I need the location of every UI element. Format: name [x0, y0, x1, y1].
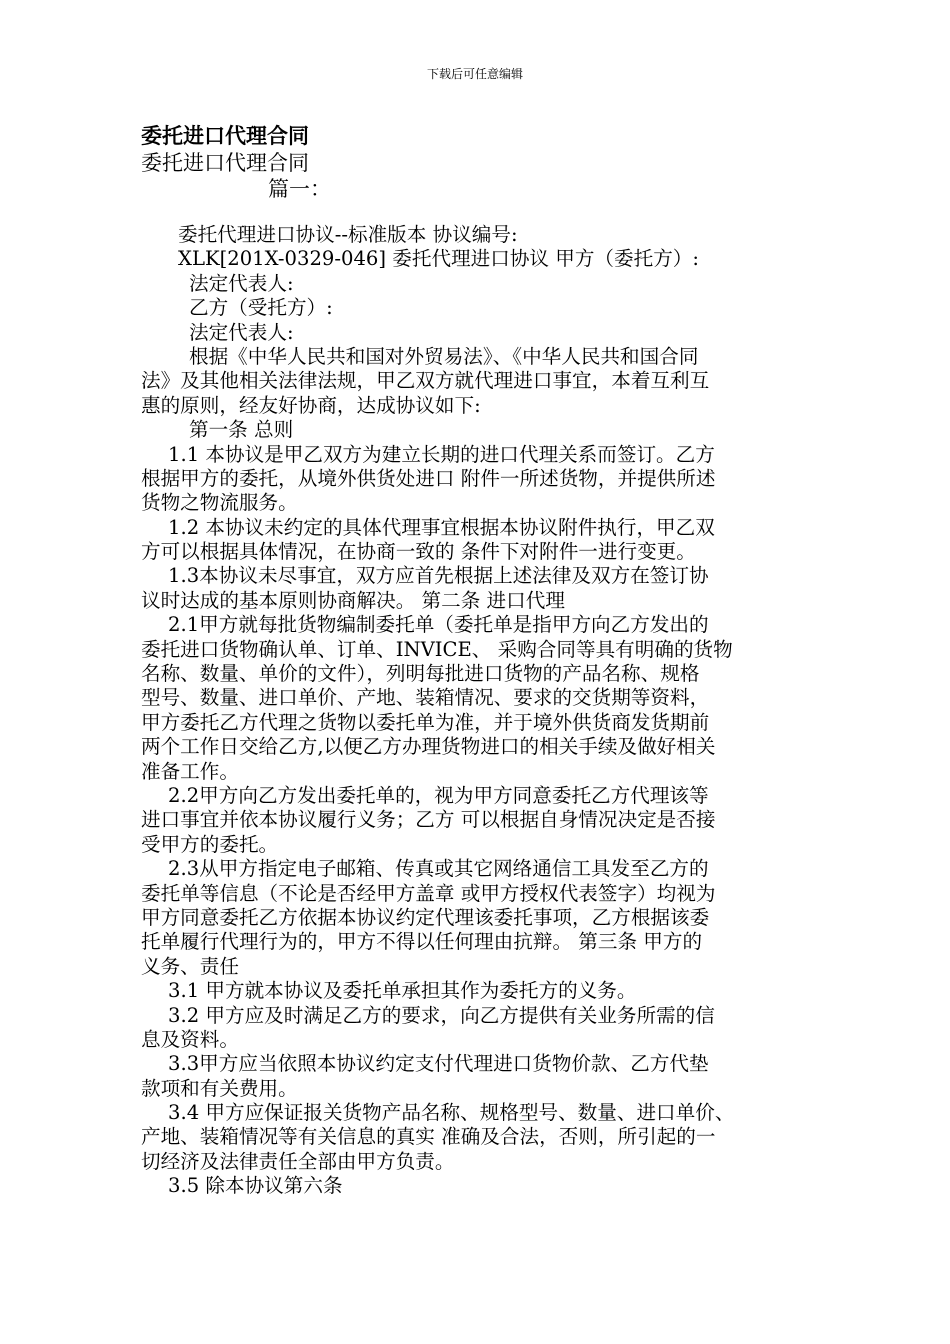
body-line: 法》及其他相关法律法规，甲乙双方就代理进口事宜，本着互利互: [141, 369, 710, 393]
body-line: 款项和有关费用。: [141, 1076, 298, 1100]
body-line: 惠的原则，经友好协商，达成协议如下:: [141, 393, 481, 417]
body-line: 1.3本协议未尽事宜，双方应首先根据上述法律及双方在签订协: [168, 564, 709, 588]
body-line: 切经济及法律责任全部由甲方负责。: [141, 1149, 455, 1173]
body-line: 委托单等信息（不论是否经甲方盖章 或甲方授权代表签字）均视为: [141, 881, 716, 905]
body-line: 委托代理进口协议--标准版本 协议编号:: [178, 223, 518, 246]
body-line: 议时达成的基本原则协商解决。 第二条 进口代理: [141, 588, 565, 612]
body-line: 进口事宜并依本协议履行义务；乙方 可以根据自身情况决定是否接: [141, 808, 716, 832]
body-line: 3.5 除本协议第六条: [168, 1174, 343, 1198]
body-line: 名称、数量、单价的文件），列明每批进口货物的产品名称、规格: [141, 662, 700, 686]
document-subtitle: 委托进口代理合同: [141, 151, 309, 175]
body-line: 准备工作。: [141, 759, 239, 783]
body-line: 法定代表人:: [189, 320, 294, 344]
body-line: 3.2 甲方应及时满足乙方的要求，向乙方提供有关业务所需的信: [168, 1003, 715, 1027]
contract-body: [141, 223, 811, 1199]
body-line: 2.2甲方向乙方发出委托单的，视为甲方同意委托乙方代理该等: [168, 783, 709, 807]
body-line: 法定代表人:: [189, 271, 294, 295]
body-line: 托单履行代理行为的，甲方不得以任何理由抗辩。 第三条 甲方的: [141, 930, 703, 954]
page-header-note: 下载后可任意编辑: [426, 67, 523, 81]
body-line: 2.3从甲方指定电子邮箱、传真或其它网络通信工具发至乙方的: [168, 857, 709, 881]
body-line: XLK[201X-0329-046] 委托代理进口协议 甲方（委托方）:: [178, 247, 700, 271]
body-line: 根据甲方的委托，从境外供货处进口 附件一所述货物，并提供所述: [141, 466, 716, 490]
body-line: 货物之物流服务。: [141, 491, 298, 515]
body-line: 方可以根据具体情况，在协商一致的 条件下对附件一进行变更。: [141, 540, 696, 564]
body-line: 义务、责任: [141, 954, 239, 978]
body-line: 两个工作日交给乙方,以便乙方办理货物进口的相关手续及做好相关: [141, 735, 716, 759]
body-line: 3.1 甲方就本协议及委托单承担其作为委托方的义务。: [168, 979, 637, 1003]
body-line: 甲方委托乙方代理之货物以委托单为准，并于境外供货商发货期前: [141, 710, 710, 734]
body-line: 3.3甲方应当依照本协议约定支付代理进口货物价款、乙方代垫: [168, 1052, 709, 1076]
body-line: 1.1 本协议是甲乙双方为建立长期的进口代理关系而签订。乙方: [168, 442, 715, 466]
body-line: 根据《中华人民共和国对外贸易法》、《中华人民共和国合同: [189, 344, 699, 368]
body-line: 委托进口货物确认单、订单、INVICE、 采购合同等具有明确的货物: [141, 637, 733, 661]
document-title: 委托进口代理合同: [141, 123, 309, 148]
body-line: 1.2 本协议未约定的具体代理事宜根据本协议附件执行，甲乙双: [168, 515, 715, 539]
body-line: 乙方（受托方）:: [189, 296, 333, 320]
chapter-heading: 篇一：: [268, 177, 331, 201]
body-line: 第一条 总则: [189, 418, 294, 442]
body-line: 2.1甲方就每批货物编制委托单（委托单是指甲方向乙方发出的: [168, 613, 709, 637]
body-line: 受甲方的委托。: [141, 832, 279, 856]
body-line: 3.4 甲方应保证报关货物产品名称、规格型号、数量、进口单价、: [168, 1101, 735, 1125]
body-line: 甲方同意委托乙方依据本协议约定代理该委托事项，乙方根据该委: [141, 905, 710, 929]
body-line: 息及资料。: [141, 1027, 239, 1051]
body-line: 型号、数量、进口单价、产地、装箱情况、要求的交货期等资料，: [141, 686, 710, 710]
body-line: 产地、装箱情况等有关信息的真实 准确及合法，否则，所引起的一: [141, 1125, 716, 1149]
